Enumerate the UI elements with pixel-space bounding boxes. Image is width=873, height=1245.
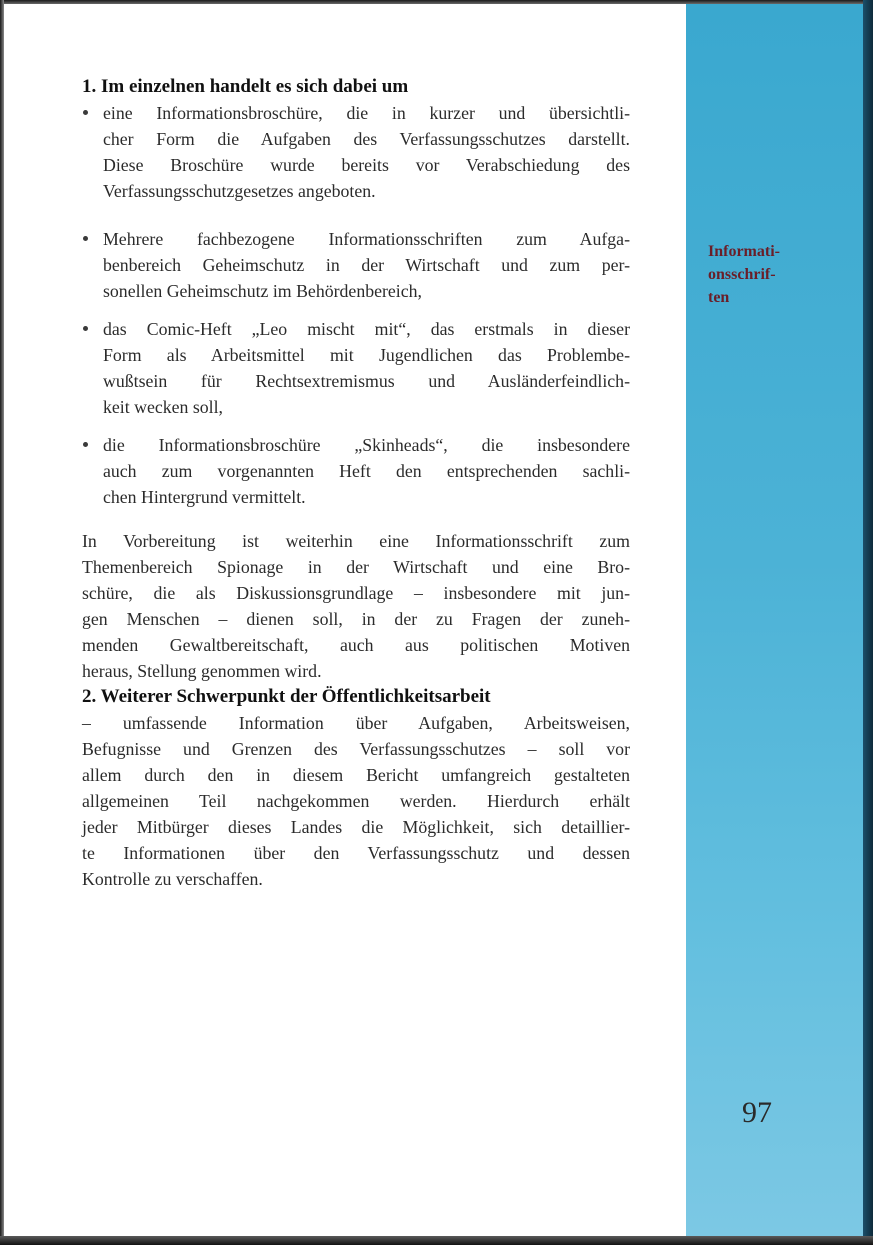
text-line: Kontrolle zu verschaffen. bbox=[82, 869, 263, 889]
section-1-heading: 1. Im einzelnen handelt es sich dabei um bbox=[82, 76, 409, 97]
list-item bbox=[82, 432, 630, 510]
text-line: gen Menschen – dienen soll, in der zu Fragen der zuneh- bbox=[82, 609, 630, 629]
scan-edge-left bbox=[0, 0, 4, 1245]
section-2-heading: 2. Weiterer Schwerpunkt der Öffentlichkeitsarbeit bbox=[82, 686, 491, 707]
text-line: wußtsein für Rechtsextremismus und Ausländerfeindlich- bbox=[103, 371, 630, 391]
margin-note-line: ten bbox=[708, 289, 730, 306]
scan-edge-bottom bbox=[0, 1236, 873, 1245]
text-line: Verfassungsschutzgesetzes angeboten. bbox=[103, 181, 376, 201]
text-line: menden Gewaltbereitschaft, auch aus politischen Motiven bbox=[82, 635, 630, 655]
text-line: das Comic-Heft „Leo mischt mit“, das erstmals in dieser bbox=[103, 319, 630, 339]
page-number: 97 bbox=[742, 1096, 772, 1129]
text-line: keit wecken soll, bbox=[103, 397, 223, 417]
text-line: chen Hintergrund vermittelt. bbox=[103, 487, 306, 507]
margin-note-line: Informati- bbox=[708, 243, 780, 260]
text-line: eine Informationsbroschüre, die in kurzer und übersichtli- bbox=[103, 103, 630, 123]
text-line: Diese Broschüre wurde bereits vor Verabschiedung des bbox=[103, 155, 630, 175]
text-line: allem durch den in diesem Bericht umfangreich gestalteten bbox=[82, 765, 630, 785]
section-2-paragraph bbox=[82, 710, 630, 892]
scan-edge-right bbox=[863, 0, 873, 1245]
list-item bbox=[82, 316, 630, 420]
bullet-icon bbox=[83, 236, 88, 241]
bullet-icon bbox=[83, 110, 88, 115]
main-text-column bbox=[82, 74, 630, 892]
text-line: cher Form die Aufgaben des Verfassungsschutzes darstellt. bbox=[103, 129, 630, 149]
text-line: Mehrere fachbezogene Informationsschriften zum Aufga- bbox=[103, 229, 630, 249]
margin-note-line: onsschrif- bbox=[708, 266, 776, 283]
text-line: die Informationsbroschüre „Skinheads“, die insbesondere bbox=[103, 435, 630, 455]
text-line: te Informationen über den Verfassungsschutz und dessen bbox=[82, 843, 630, 863]
text-line: jeder Mitbürger dieses Landes die Möglichkeit, sich detaillier- bbox=[82, 817, 630, 837]
text-line: auch zum vorgenannten Heft den entsprechenden sachli- bbox=[103, 461, 630, 481]
list-item bbox=[82, 226, 630, 304]
text-line: benbereich Geheimschutz in der Wirtschaft und zum per- bbox=[103, 255, 630, 275]
text-line: In Vorbereitung ist weiterhin eine Informationsschrift zum bbox=[82, 531, 630, 551]
section-1-paragraph bbox=[82, 528, 630, 684]
list-item bbox=[82, 100, 630, 204]
text-line: – umfassende Information über Aufgaben, Arbeitsweisen, bbox=[82, 713, 630, 733]
margin-note bbox=[708, 240, 838, 309]
margin-sidebar bbox=[686, 4, 863, 1236]
text-line: Form als Arbeitsmittel mit Jugendlichen das Problembe- bbox=[103, 345, 630, 365]
bullet-icon bbox=[83, 442, 88, 447]
text-line: sonellen Geheimschutz im Behördenbereich, bbox=[103, 281, 422, 301]
text-line: schüre, die als Diskussionsgrundlage – insbesondere mit jun- bbox=[82, 583, 630, 603]
text-line: Themenbereich Spionage in der Wirtschaft und eine Bro- bbox=[82, 557, 630, 577]
text-line: Befugnisse und Grenzen des Verfassungsschutzes – soll vor bbox=[82, 739, 630, 759]
text-line: allgemeinen Teil nachgekommen werden. Hierdurch erhält bbox=[82, 791, 630, 811]
bullet-icon bbox=[83, 326, 88, 331]
bullet-list bbox=[82, 100, 630, 510]
text-line: heraus, Stellung genommen wird. bbox=[82, 661, 322, 681]
